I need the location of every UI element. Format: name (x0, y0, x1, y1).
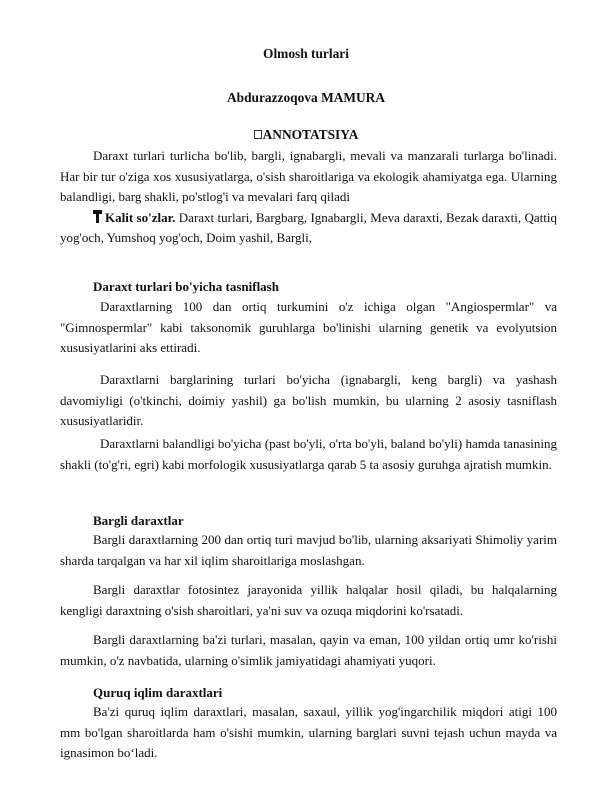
section-heading-deciduous: Bargli daraxtlar (93, 513, 184, 528)
key-icon (93, 210, 102, 223)
section-paragraph: Ba'zi quruq iqlim daraxtlari, masalan, saxaul, yillik yog'ingarchilik miqdori atigi 100 mm bo'lgan sharoitlarda ham o'sishi mumkin, ularning barglari suvni tejash uchun mayda va ignasimon bo‘ladi. (60, 704, 557, 760)
section-heading-arid: Quruq iqlim daraxtlari (93, 685, 223, 700)
section-paragraph: Bargli daraxtlarning ba'zi turlari, masalan, qayin va eman, 100 yildan ortiq umr ko'rishi mumkin, o'z navbatida, ularning o'simlik jamiyatidagi ahamiyati yuqori. (60, 632, 557, 668)
keywords-label: Kalit so'zlar. (105, 210, 176, 225)
document-author: Abdurazzoqova MAMURA (226, 90, 386, 105)
keywords-paragraph (60, 208, 557, 248)
section-paragraph: Daraxtlarning 100 dan ortiq turkumini o'z ichiga olgan "Angiospermlar" va "Gimnospermlar" kabi taksonomik guruhlarga bo'linishi ularning genetik va evolyutsion xususiyatlarini aks ettiradi. (60, 299, 557, 355)
section-paragraph: Bargli daraxtlar fotosintez jarayonida yillik halqalar hosil qiladi, bu halqalarning kengligi daraxtning o'sish sharoitlari, ya'ni suv va ozuqa miqdorini ko'rsatadi. (60, 582, 557, 618)
annotation-heading: ANNOTATSIYA (262, 127, 359, 142)
section-paragraph: Daraxtlarni balandligi bo'yicha (past bo'yli, o'rta bo'yli, baland bo'yli) hamda tanasining shakli (to'g'ri, egri) kabi morfologik xususiyatlarga qarab 5 ta asosiy guruhga ajratish mumkin. (60, 436, 557, 472)
section-paragraph: Daraxtlarni barglarining turlari bo'yicha (ignabargli, keng bargli) va yashash davomiyligi (o'tkinchi, doimiy yashil) ga bo'lish mumkin, bu ularning 2 asosiy tasniflash xususiyatlaridir. (60, 372, 557, 428)
annotation-text: Daraxt turlari turlicha bo'lib, bargli, ignabargli, mevali va manzarali turlarga bo'linadi. Har bir tur o'ziga xos xususiyatlarga, o'sish sharoitlariga va ekologik ahamiyatga ega. Ularning balandligi, barg shakli, po'stlog'i va mevalari farq qiladi (60, 148, 557, 204)
annotation-heading-line (0, 125, 612, 146)
section-heading-classification: Daraxt turlari bo'yicha tasniflash (93, 279, 279, 294)
section-paragraph: Bargli daraxtlarning 200 dan ortiq turi mavjud bo'lib, ularning aksariyati Shimoliy yarim sharda tarqalgan va har xil iqlim sharoitlariga moslashgan. (60, 532, 557, 568)
square-icon (254, 130, 262, 139)
document-title: Olmosh turlari (263, 46, 349, 61)
keywords-text: Daraxt turlari, Bargbarg, Ignabargli, Meva daraxti, Bezak daraxti, Qattiq yog'och, Yumshoq yog'och, Doim yashil, Bargli, (60, 210, 558, 245)
